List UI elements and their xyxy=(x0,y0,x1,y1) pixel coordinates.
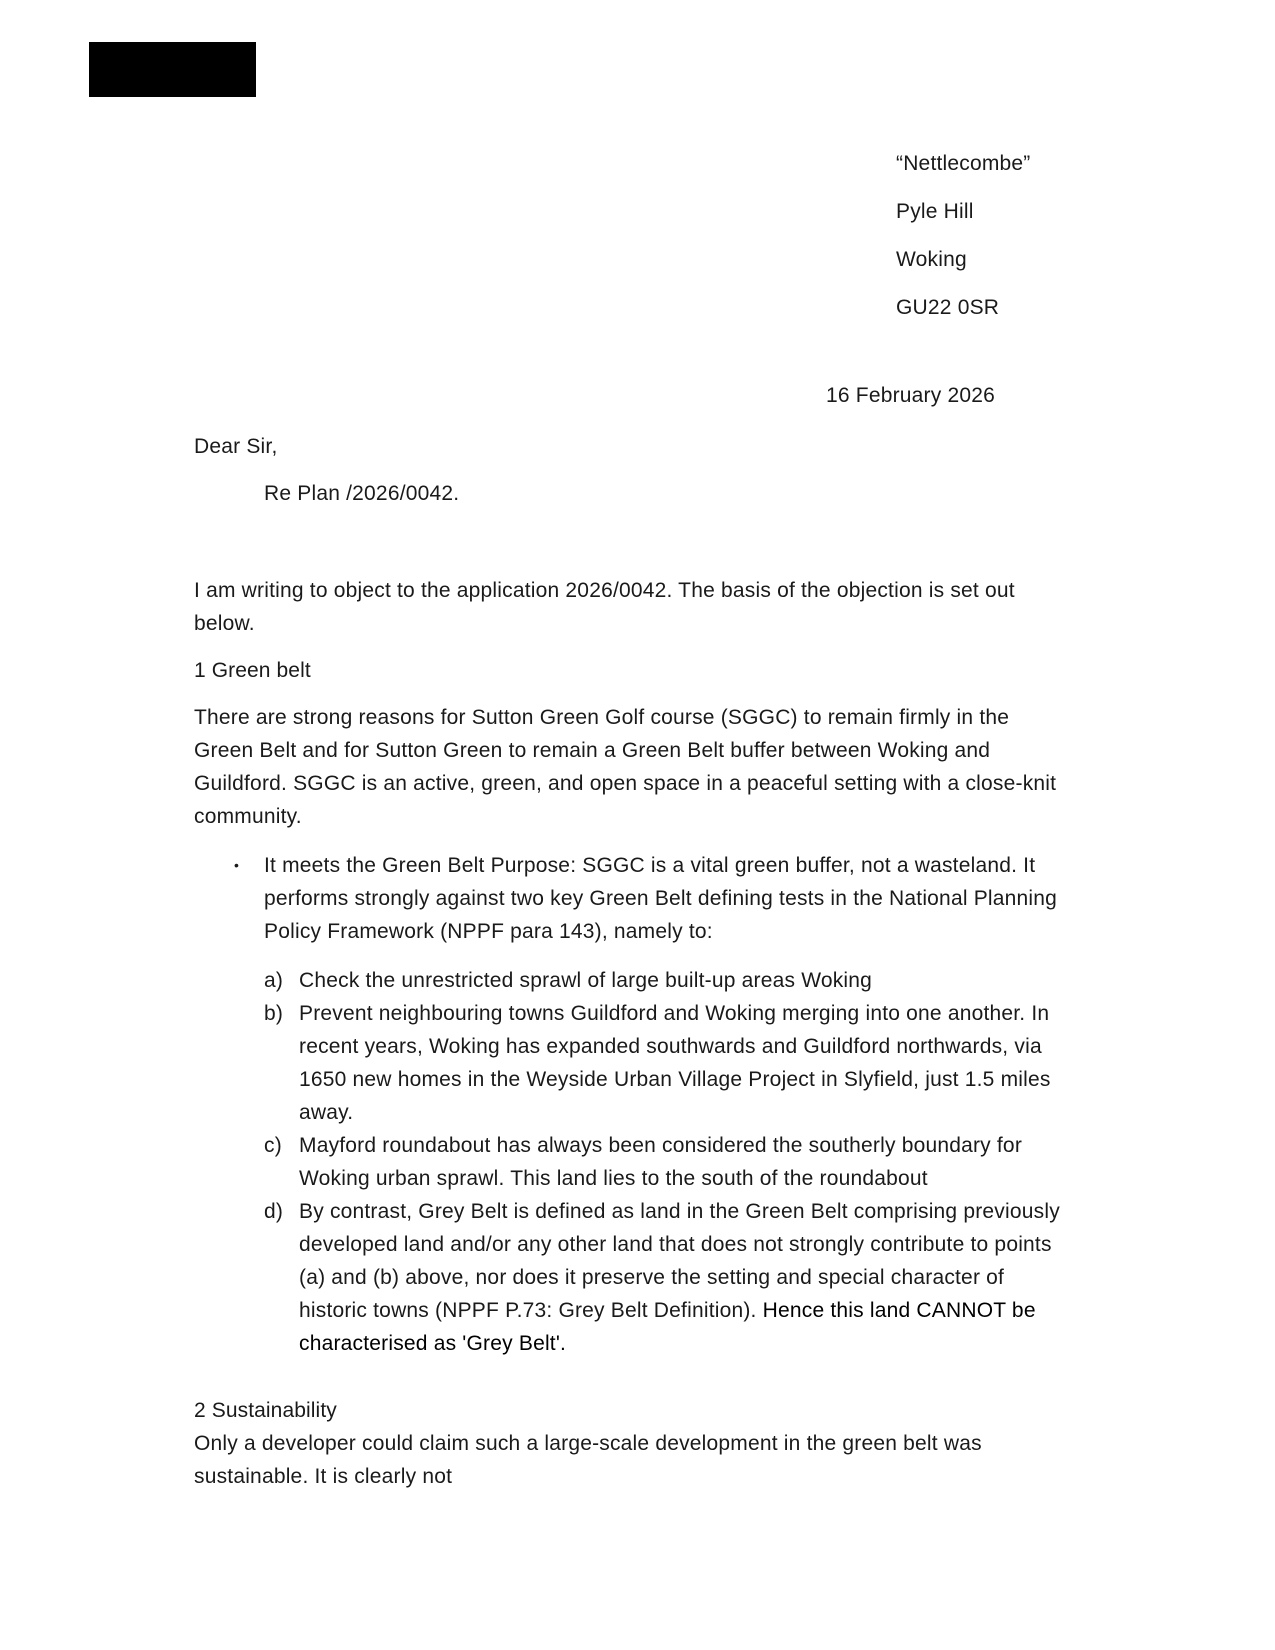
list-item xyxy=(264,997,1074,1129)
list-item xyxy=(194,849,1074,948)
bullet-list xyxy=(194,849,1074,948)
list-item xyxy=(264,1195,1074,1360)
address-line-4: GU22 0SR xyxy=(896,296,1000,319)
sustainability-paragraph: Only a developer could claim such a large-scale development in the green belt was sustainable. It is clearly not xyxy=(194,1432,982,1488)
list-marker: b) xyxy=(264,1002,284,1025)
list-marker: a) xyxy=(264,969,284,992)
list-item xyxy=(264,964,1074,997)
sub-list xyxy=(264,964,1074,1360)
address-line-3: Woking xyxy=(896,248,967,271)
letter-date: 16 February 2026 xyxy=(826,384,995,407)
salutation: Dear Sir, xyxy=(194,435,278,458)
emphasis-text: Hence this land CANNOT be characterised as 'Grey Belt'. xyxy=(299,1299,1036,1355)
letter-body xyxy=(194,430,1074,1493)
list-item xyxy=(264,1129,1074,1195)
list-item-text: By contrast, Grey Belt is defined as land in the Green Belt comprising previously developed land and/or any other land that does not strongly contribute to points (a) and (b) above, nor does it preserve the setting and special character of historic towns (NPPF P.73: Grey Belt Definition). xyxy=(299,1200,1060,1322)
section-heading-green-belt: 1 Green belt xyxy=(194,659,311,682)
green-belt-paragraph: There are strong reasons for Sutton Green Golf course (SGGC) to remain firmly in the Green Belt and for Sutton Green to remain a Green Belt buffer between Woking and Guildford. SGGC is an active, green, and open space in a peaceful setting with a close-knit community. xyxy=(194,706,1057,828)
intro-paragraph: I am writing to object to the application 2026/0042. The basis of the objection is set out below. xyxy=(194,579,1015,635)
sender-address xyxy=(896,140,1030,332)
bullet-icon: • xyxy=(234,857,240,873)
list-marker: c) xyxy=(264,1134,282,1157)
section-heading-sustainability: 2 Sustainability xyxy=(194,1399,337,1422)
address-line-1: “Nettlecombe” xyxy=(896,152,1031,175)
list-item-text: Check the unrestricted sprawl of large built-up areas Woking xyxy=(299,969,873,992)
list-marker: d) xyxy=(264,1200,284,1223)
address-line-2: Pyle Hill xyxy=(896,200,974,223)
list-item-text: Mayford roundabout has always been considered the southerly boundary for Woking urban sprawl. This land lies to the south of the roundabout xyxy=(299,1134,1023,1190)
reference-line: Re Plan /2026/0042. xyxy=(264,482,460,505)
bullet-text: It meets the Green Belt Purpose: SGGC is a vital green buffer, not a wasteland. It performs strongly against two key Green Belt defining tests in the National Planning Policy Framework (NPPF para 143), namely to: xyxy=(264,854,1058,943)
redaction-block xyxy=(89,42,256,97)
list-item-text: Prevent neighbouring towns Guildford and Woking merging into one another. In recent years, Woking has expanded southwards and Guildford northwards, via 1650 new homes in the Weyside Urban Village Project in Slyfield, just 1.5 miles away. xyxy=(299,1002,1051,1124)
